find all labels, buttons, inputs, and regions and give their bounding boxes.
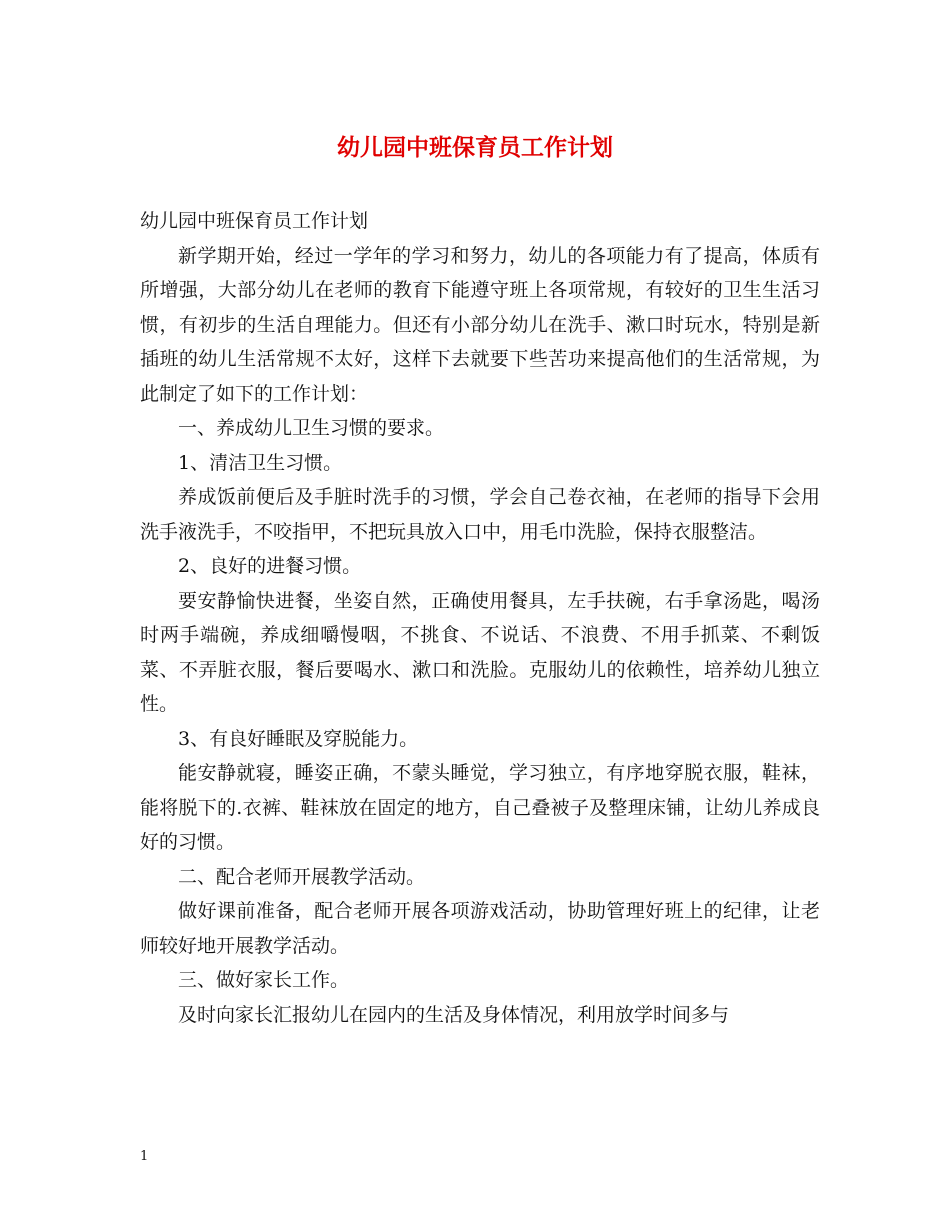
paragraph-teaching: 做好课前准备，配合老师开展各项游戏活动，协助管理好班上的纪律，让老师较好地开展教学活动。 <box>140 900 820 957</box>
page-title: 幼儿园中班保育员工作计划 <box>337 134 613 161</box>
document-body <box>140 204 820 1032</box>
subheading-sleep: 3、有良好睡眠及穿脱能力。 <box>178 727 419 750</box>
intro-paragraph: 新学期开始，经过一学年的学习和努力，幼儿的各项能力有了提高，体质有所增强，大部分幼儿在老师的教育下能遵守班上各项常规，有较好的卫生生活习惯，有初步的生活自理能力。但还有小部分幼儿在洗手、漱口时玩水，特别是新插班的幼儿生活常规不太好，这样下去就要下些苦功来提高他们的生活常规，为此制定了如下的工作计划： <box>140 244 820 405</box>
paragraph-sleep: 能安静就寝，睡姿正确，不蒙头睡觉，学习独立，有序地穿脱衣服，鞋袜，能将脱下的.衣裤、鞋袜放在固定的地方，自己叠被子及整理床铺，让幼儿养成良好的习惯。 <box>140 762 820 853</box>
page-number: 1 <box>140 1149 149 1164</box>
paragraph-cleanliness: 养成饭前便后及手脏时洗手的习惯，学会自己卷衣袖，在老师的指导下会用洗手液洗手，不咬指甲，不把玩具放入口中，用毛巾洗脸，保持衣服整洁。 <box>140 486 820 543</box>
paragraph-eating: 要安静愉快进餐，坐姿自然，正确使用餐具，左手扶碗，右手拿汤匙，喝汤时两手端碗，养成细嚼慢咽，不挑食、不说话、不浪费、不用手抓菜、不剩饭菜、不弄脏衣服，餐后要喝水、漱口和洗脸。克服幼儿的依赖性，培养幼儿独立性。 <box>140 589 820 715</box>
paragraph-parents: 及时向家长汇报幼儿在园内的生活及身体情况，利用放学时间多与 <box>178 1003 730 1026</box>
section-heading-parents: 三、做好家长工作。 <box>178 969 350 991</box>
subheading-eating: 2、良好的进餐习惯。 <box>178 555 362 577</box>
subtitle-paragraph: 幼儿园中班保育员工作计划 <box>140 210 369 232</box>
section-heading-teaching: 二、配合老师开展教学活动。 <box>178 865 426 888</box>
subheading-cleanliness: 1、清洁卫生习惯。 <box>178 451 343 474</box>
section-heading-hygiene: 一、养成幼儿卫生习惯的要求。 <box>178 417 445 439</box>
